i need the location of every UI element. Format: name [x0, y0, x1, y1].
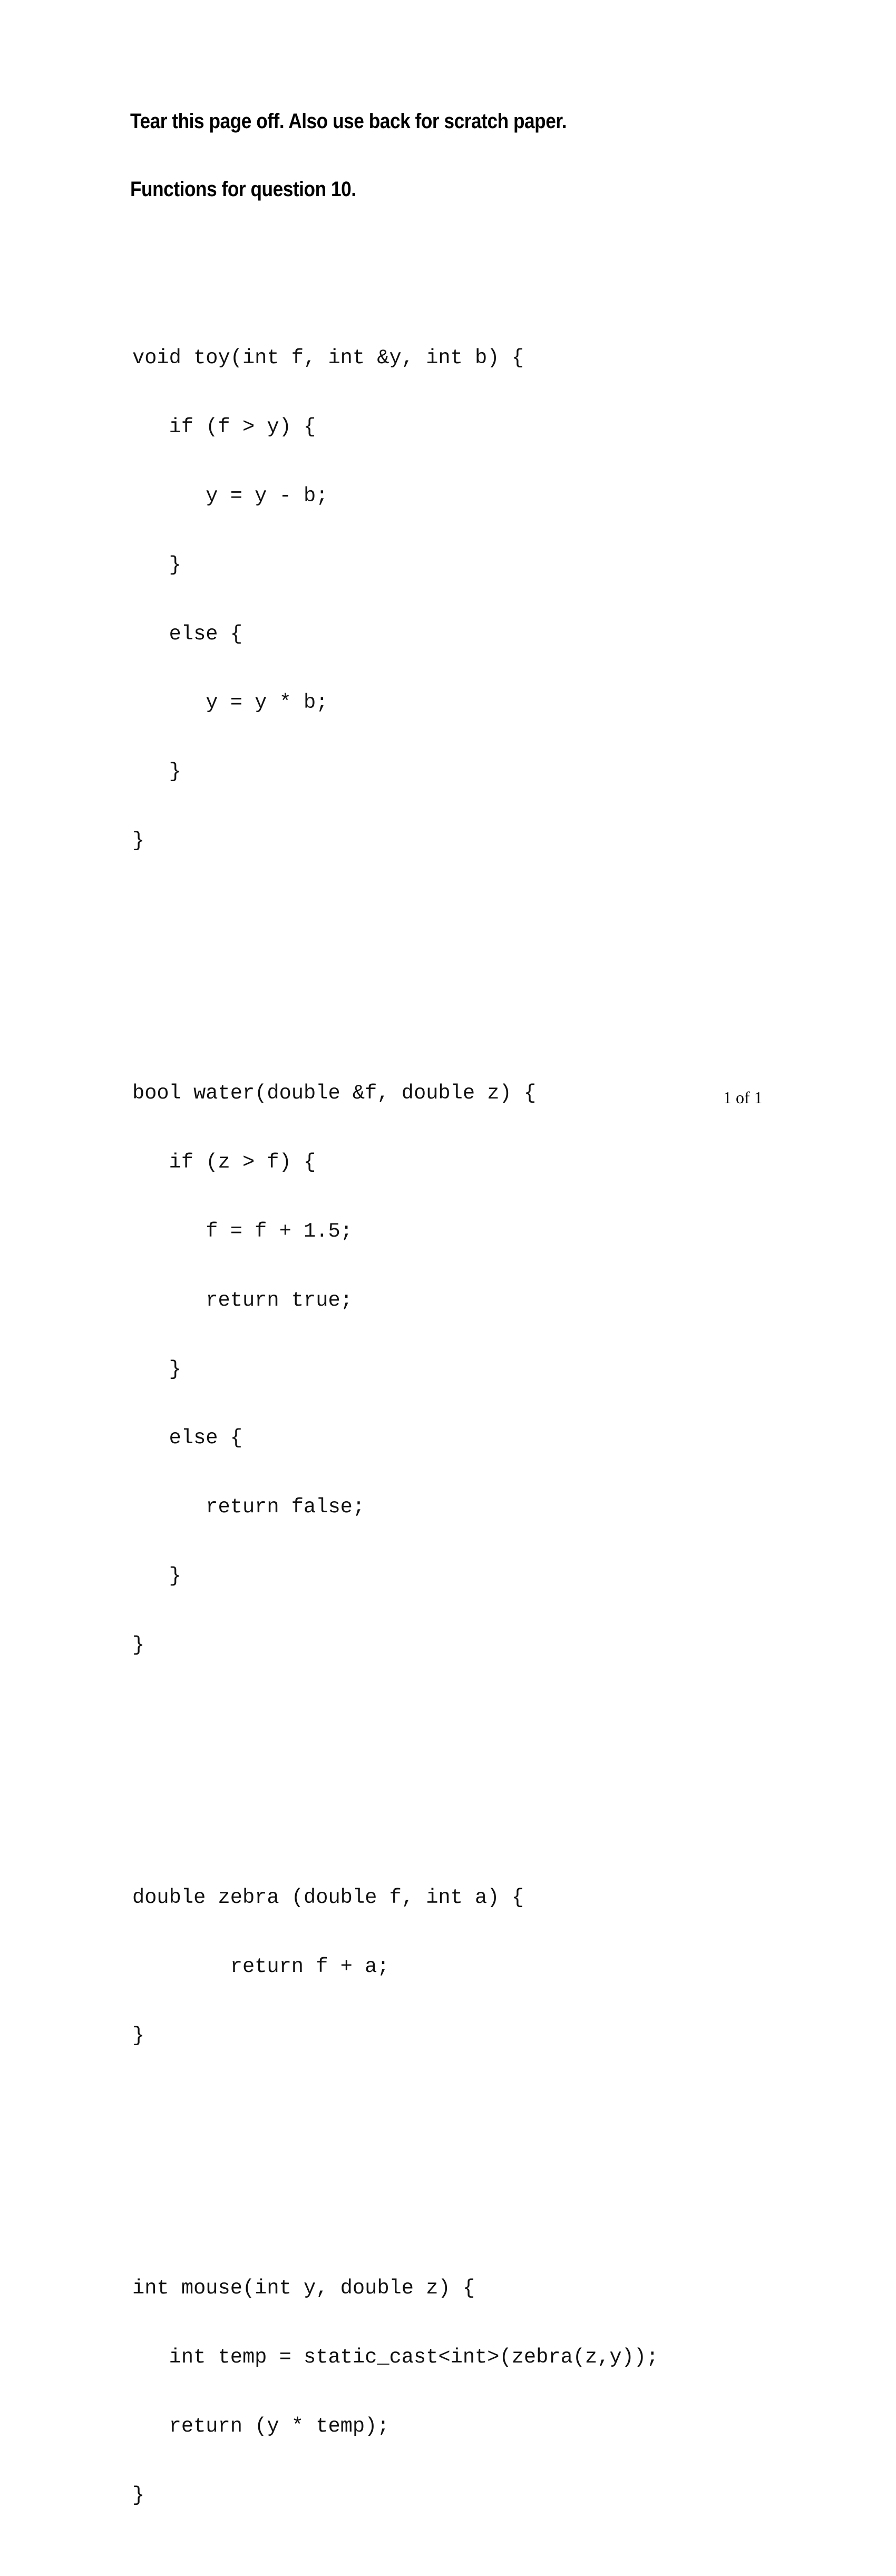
page-title: Tear this page off. Also use back for scratch paper. — [130, 110, 567, 133]
code-line: } — [132, 2024, 145, 2047]
code-line: return true; — [132, 1288, 353, 1312]
function-toy — [132, 301, 658, 898]
code-line: } — [132, 2483, 145, 2507]
function-zebra — [132, 1841, 658, 2094]
code-line: y = y * b; — [132, 691, 328, 715]
code-line: else { — [132, 622, 242, 646]
code-line: int mouse(int y, double z) { — [132, 2277, 475, 2300]
code-line: if (z > f) { — [132, 1151, 316, 1174]
page-number: 1 of 1 — [723, 1088, 763, 1107]
code-line: void toy(int f, int &y, int b) { — [132, 346, 524, 370]
code-line: bool water(double &f, double z) { — [132, 1082, 537, 1105]
code-line: } — [132, 1633, 145, 1657]
code-line: else { — [132, 1426, 242, 1450]
code-line: } — [132, 1564, 181, 1588]
function-water — [132, 1036, 658, 1703]
code-line: if (f > y) { — [132, 415, 316, 439]
code-line: } — [132, 553, 181, 577]
code-line: int temp = static_cast<int>(zebra(z,y)); — [132, 2346, 659, 2369]
code-line: } — [132, 829, 145, 852]
code-line: f = f + 1.5; — [132, 1219, 353, 1243]
code-line: return false; — [132, 1495, 365, 1519]
function-mouse — [132, 2231, 658, 2553]
code-line: } — [132, 1357, 181, 1381]
code-line: double zebra (double f, int a) { — [132, 1886, 524, 1910]
code-line: y = y - b; — [132, 484, 328, 508]
spacer — [132, 945, 658, 990]
code-line: } — [132, 760, 181, 784]
code-line: return (y * temp); — [132, 2414, 389, 2438]
code-line: return f + a; — [132, 1955, 389, 1978]
section-heading: Functions for question 10. — [130, 178, 356, 201]
spacer — [132, 1749, 658, 1795]
code-listing — [132, 255, 658, 2576]
spacer — [132, 2140, 658, 2185]
